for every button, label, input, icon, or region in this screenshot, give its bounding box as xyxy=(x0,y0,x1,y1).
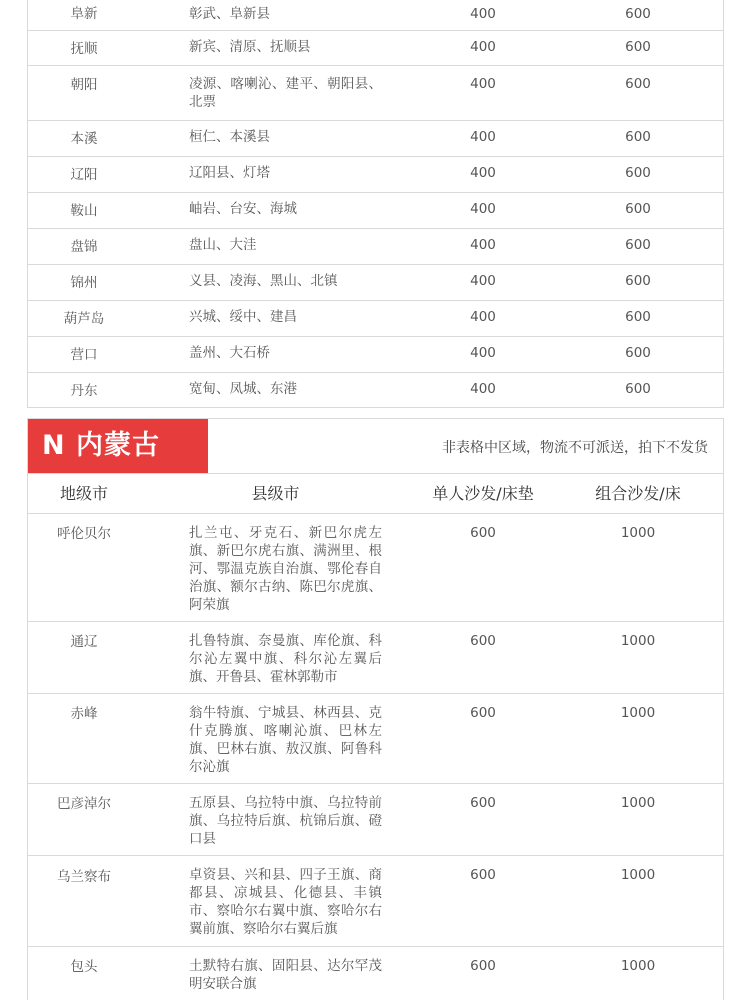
single-price-cell: 600 xyxy=(470,795,496,811)
single-price-cell: 400 xyxy=(470,273,496,289)
county-cell: 扎兰屯、牙克石、新巴尔虎左旗、新巴尔虎右旗、满洲里、根河、鄂温克族自治旗、鄂伦春自治旗、额尔古纳、陈巴尔虎旗、阿荣旗 xyxy=(189,525,382,613)
single-price-cell: 400 xyxy=(470,201,496,217)
combo-price-cell: 1000 xyxy=(620,633,656,649)
city-cell: 朝阳 xyxy=(70,77,98,93)
combo-price-cell: 600 xyxy=(625,309,651,325)
single-price-cell: 400 xyxy=(470,165,496,181)
table-row xyxy=(28,193,723,229)
county-cell: 义县、凌海、黑山、北镇 xyxy=(189,273,338,289)
table-row xyxy=(28,694,723,784)
combo-price-cell: 600 xyxy=(625,165,651,181)
single-price-cell: 400 xyxy=(470,345,496,361)
city-cell: 通辽 xyxy=(70,634,98,650)
combo-price-cell: 1000 xyxy=(620,958,656,974)
combo-price-cell: 600 xyxy=(625,237,651,253)
table-header xyxy=(28,474,723,514)
table-row xyxy=(28,337,723,373)
city-cell: 本溪 xyxy=(70,131,98,147)
table-row xyxy=(28,856,723,947)
county-cell: 凌源、喀喇沁、建平、朝阳县、北票 xyxy=(189,76,382,110)
section-title: N 内蒙古 xyxy=(28,419,208,473)
single-price-cell: 600 xyxy=(470,633,496,649)
county-cell: 彰武、阜新县 xyxy=(189,6,270,22)
county-cell: 桓仁、本溪县 xyxy=(189,129,270,145)
county-cell: 岫岩、台安、海城 xyxy=(189,201,297,217)
single-price-cell: 600 xyxy=(470,525,496,541)
combo-price-cell: 1000 xyxy=(620,705,656,721)
single-price-cell: 400 xyxy=(470,6,496,22)
table-row xyxy=(28,784,723,856)
table-row xyxy=(28,265,723,301)
table-row xyxy=(28,622,723,694)
header-single: 单人沙发/床垫 xyxy=(432,484,534,503)
city-cell: 赤峰 xyxy=(70,706,98,722)
combo-price-cell: 600 xyxy=(625,129,651,145)
combo-price-cell: 600 xyxy=(625,6,651,22)
county-cell: 兴城、绥中、建昌 xyxy=(189,309,297,325)
section-banner xyxy=(28,419,723,474)
county-cell: 翁牛特旗、宁城县、林西县、克什克腾旗、喀喇沁旗、巴林左旗、巴林右旗、敖汉旗、阿鲁科尔沁旗 xyxy=(189,705,382,775)
single-price-cell: 400 xyxy=(470,129,496,145)
county-cell: 扎鲁特旗、奈曼旗、库伦旗、科尔沁左翼中旗、科尔沁左翼后旗、开鲁县、霍林郭勒市 xyxy=(189,633,382,685)
city-cell: 盘锦 xyxy=(70,239,98,255)
county-cell: 土默特右旗、固阳县、达尔罕茂明安联合旗 xyxy=(189,958,382,992)
table-row xyxy=(28,157,723,193)
table-row xyxy=(28,0,723,31)
city-cell: 呼伦贝尔 xyxy=(57,526,111,542)
neimenggu-table xyxy=(27,418,724,1000)
single-price-cell: 400 xyxy=(470,39,496,55)
combo-price-cell: 600 xyxy=(625,273,651,289)
city-cell: 阜新 xyxy=(70,6,98,22)
table-row xyxy=(28,66,723,121)
county-cell: 五原县、乌拉特中旗、乌拉特前旗、乌拉特后旗、杭锦后旗、磴口县 xyxy=(189,795,382,847)
table-row xyxy=(28,301,723,337)
combo-price-cell: 600 xyxy=(625,345,651,361)
city-cell: 鞍山 xyxy=(70,203,98,219)
city-cell: 抚顺 xyxy=(70,41,98,57)
combo-price-cell: 1000 xyxy=(620,867,656,883)
county-cell: 卓资县、兴和县、四子王旗、商都县、凉城县、化德县、丰镇市、察哈尔右翼中旗、察哈尔右翼前旗、察哈尔右翼后旗 xyxy=(189,867,382,937)
single-price-cell: 400 xyxy=(470,76,496,92)
single-price-cell: 600 xyxy=(470,705,496,721)
single-price-cell: 400 xyxy=(470,309,496,325)
combo-price-cell: 1000 xyxy=(620,795,656,811)
single-price-cell: 600 xyxy=(470,867,496,883)
single-price-cell: 400 xyxy=(470,381,496,397)
header-combo: 组合沙发/床 xyxy=(595,484,681,503)
single-price-cell: 600 xyxy=(470,958,496,974)
city-cell: 锦州 xyxy=(70,275,98,291)
county-cell: 盖州、大石桥 xyxy=(189,345,270,361)
city-cell: 丹东 xyxy=(70,383,98,399)
header-city: 地级市 xyxy=(59,484,108,503)
liaoning-table xyxy=(27,0,724,408)
city-cell: 包头 xyxy=(70,959,98,975)
city-cell: 巴彦淖尔 xyxy=(57,796,111,812)
city-cell: 营口 xyxy=(70,347,98,363)
header-county: 县级市 xyxy=(251,484,300,503)
combo-price-cell: 1000 xyxy=(620,525,656,541)
county-cell: 盘山、大洼 xyxy=(189,237,257,253)
combo-price-cell: 600 xyxy=(625,201,651,217)
table-row xyxy=(28,947,723,1000)
table-row xyxy=(28,31,723,66)
county-cell: 宽甸、凤城、东港 xyxy=(189,381,297,397)
county-cell: 新宾、清原、抚顺县 xyxy=(189,39,311,55)
table-row xyxy=(28,229,723,265)
city-cell: 葫芦岛 xyxy=(63,311,105,327)
table-row xyxy=(28,514,723,622)
delivery-note: 非表格中区域，物流不可派送，拍下不发货 xyxy=(442,440,708,456)
table-row xyxy=(28,121,723,157)
combo-price-cell: 600 xyxy=(625,381,651,397)
table-row xyxy=(28,373,723,407)
city-cell: 乌兰察布 xyxy=(57,869,111,885)
combo-price-cell: 600 xyxy=(625,39,651,55)
city-cell: 辽阳 xyxy=(70,167,98,183)
combo-price-cell: 600 xyxy=(625,76,651,92)
single-price-cell: 400 xyxy=(470,237,496,253)
county-cell: 辽阳县、灯塔 xyxy=(189,165,270,181)
